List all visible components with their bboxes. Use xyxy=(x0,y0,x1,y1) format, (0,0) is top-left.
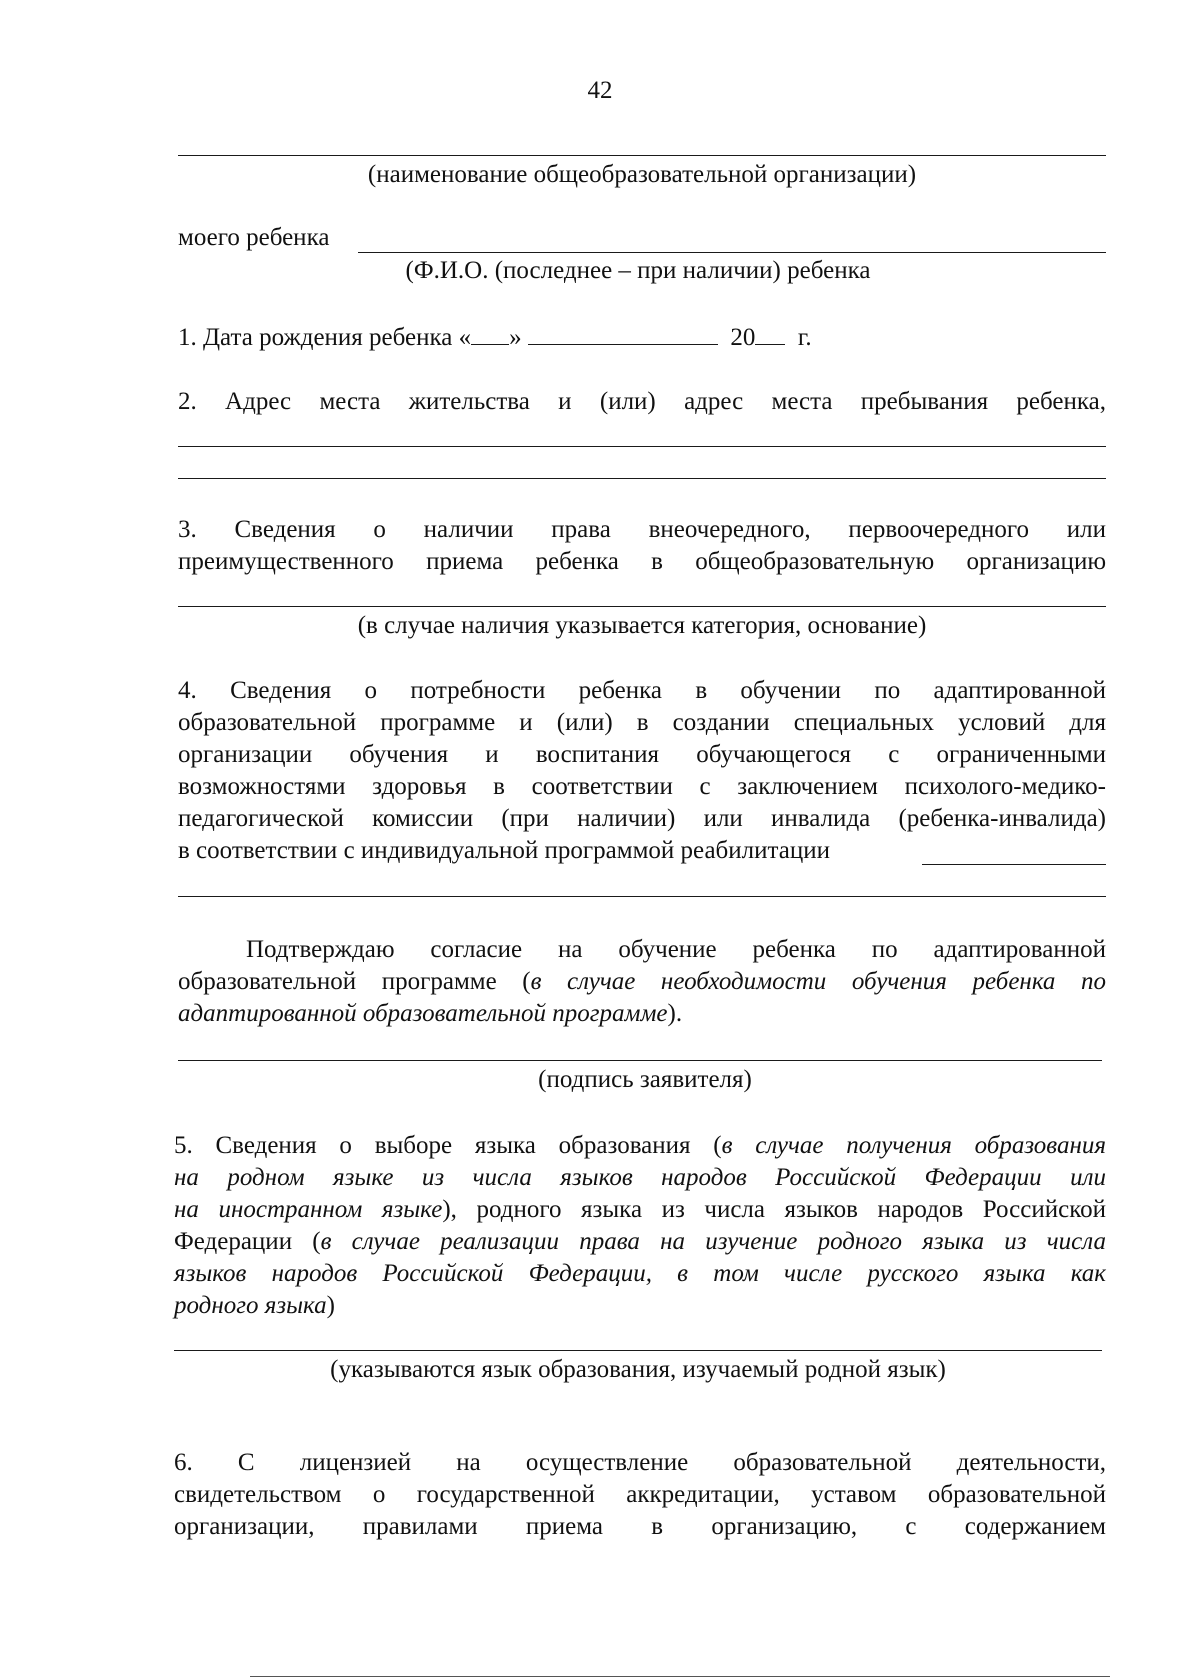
consent-line-3-tail: ). xyxy=(667,1000,683,1027)
language-line-2-italic: на родном языке из числа языков народов Российской Федерации или xyxy=(174,1164,1106,1191)
language-line-4 xyxy=(174,1226,1106,1258)
language-line-4-italic: в случае реализации права на изучение родного языка из числа xyxy=(320,1228,1106,1255)
address-label: 2. Адрес места жительства и (или) адрес места пребывания ребенка, xyxy=(178,388,1106,415)
language-line-3 xyxy=(174,1194,1106,1226)
birth-year-field[interactable] xyxy=(755,322,785,345)
license-line-2: свидетельством о государственной аккредитации, уставом образовательной xyxy=(174,1481,1106,1508)
language-line-4-plain: Федерации ( xyxy=(174,1228,321,1255)
rehab-field-line-inline[interactable] xyxy=(922,864,1106,865)
language-line-6 xyxy=(174,1290,335,1322)
org-name-caption: (наименование общеобразовательной организации) xyxy=(367,161,917,188)
consent-line-1: Подтверждаю согласие на обучение ребенка по адаптированной xyxy=(246,936,1106,963)
adapted-text-line-6: в соответствии с индивидуальной программой реабилитации xyxy=(178,837,830,864)
language-line-6-tail: ) xyxy=(326,1292,335,1319)
priority-field-line[interactable] xyxy=(178,606,1106,607)
birth-year-suffix: г. xyxy=(797,324,812,351)
language-line-5 xyxy=(174,1258,1106,1290)
language-field-line[interactable] xyxy=(174,1350,1102,1351)
consent-line-3-italic: адаптированной образовательной программе xyxy=(178,1000,668,1027)
consent-line-2-plain: образовательной программе ( xyxy=(178,968,531,995)
child-label: моего ребенка xyxy=(178,224,330,251)
adapted-text-line-3: организации обучения и воспитания обучающегося с ограниченными xyxy=(178,741,1106,768)
birth-year-prefix: 20 xyxy=(730,324,756,351)
signature-field-line[interactable] xyxy=(178,1060,1102,1061)
adapted-text-line-4: возможностями здоровья в соответствии с заключением психолого-медико- xyxy=(178,773,1106,800)
license-line-1: 6. С лицензией на осуществление образовательной деятельности, xyxy=(174,1449,1106,1476)
address-field-line-1[interactable] xyxy=(178,446,1106,447)
scan-edge-line xyxy=(250,1676,1110,1677)
license-line-3: организации, правилами приема в организацию, с содержанием xyxy=(174,1513,1106,1540)
birth-date-row xyxy=(178,322,812,354)
adapted-text-line-2: образовательной программе и (или) в создании специальных условий для xyxy=(178,709,1106,736)
language-line-6-italic: родного языка xyxy=(174,1292,327,1319)
address-field-line-2[interactable] xyxy=(178,478,1106,479)
language-caption: (указываются язык образования, изучаемый родной язык) xyxy=(330,1356,946,1383)
child-name-caption: (Ф.И.О. (последнее – при наличии) ребенка xyxy=(405,257,871,284)
consent-line-2-italic: в случае необходимости обучения ребенка по xyxy=(530,968,1106,995)
consent-line-3 xyxy=(178,998,682,1030)
rehab-field-line[interactable] xyxy=(178,896,1106,897)
page-number: 42 xyxy=(587,77,613,104)
adapted-text-line-5: педагогической комиссии (при наличии) или инвалида (ребенка-инвалида) xyxy=(178,805,1106,832)
org-name-field-line[interactable] xyxy=(178,155,1106,156)
language-line-1-italic: в случае получения образования xyxy=(721,1132,1106,1159)
priority-text-line-2: преимущественного приема ребенка в общеобразовательную организацию xyxy=(178,548,1106,575)
language-line-1 xyxy=(174,1130,1106,1162)
birth-day-field[interactable] xyxy=(471,322,509,345)
birth-date-label: 1. Дата рождения ребенка « xyxy=(178,324,472,351)
language-line-5-italic: языков народов Российской Федерации, в том числе русского языка как xyxy=(174,1260,1106,1287)
language-line-2 xyxy=(174,1162,1106,1194)
language-line-3-plain: ), родного языка из числа языков народов Российской xyxy=(442,1196,1106,1223)
priority-caption: (в случае наличия указывается категория, основание) xyxy=(357,612,927,639)
birth-month-field[interactable] xyxy=(528,322,718,345)
consent-line-2 xyxy=(178,966,1106,998)
language-line-1-plain: 5. Сведения о выборе языка образования ( xyxy=(174,1132,722,1159)
language-line-3-italic: на иностранном языке xyxy=(174,1196,443,1223)
child-name-field-line[interactable] xyxy=(358,252,1106,253)
signature-caption: (подпись заявителя) xyxy=(538,1066,752,1093)
priority-text-line-1: 3. Сведения о наличии права внеочередного, первоочередного или xyxy=(178,516,1106,543)
adapted-text-line-1: 4. Сведения о потребности ребенка в обучении по адаптированной xyxy=(178,677,1106,704)
birth-date-quote-close: » xyxy=(509,324,522,351)
